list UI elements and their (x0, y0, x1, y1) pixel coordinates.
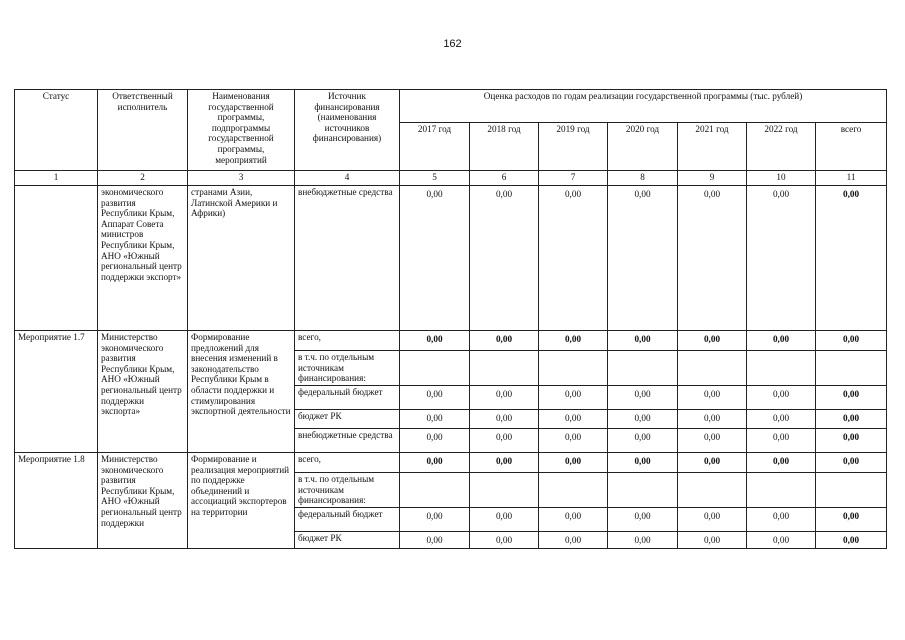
value-cell: 0,00 (400, 532, 470, 549)
col-number: 10 (747, 171, 816, 186)
source-cell: внебюджетные средства (295, 429, 400, 453)
value-cell: 0,00 (470, 453, 539, 473)
source-cell: бюджет РК (295, 410, 400, 429)
status-cell: Мероприятие 1.8 (15, 453, 98, 549)
header-source: Источник финансирования (наименования источников финансирования) (295, 90, 400, 171)
value-cell: 0,00 (608, 331, 678, 351)
column-number-row (15, 171, 887, 186)
value-cell: 0,00 (747, 410, 816, 429)
value-cell: 0,00 (678, 429, 747, 453)
value-cell: 0,00 (400, 186, 470, 331)
header-year: 2022 год (747, 123, 816, 171)
value-cell: 0,00 (747, 508, 816, 532)
value-cell: 0,00 (816, 331, 887, 351)
value-cell: 0,00 (747, 532, 816, 549)
page-number: 162 (443, 38, 462, 50)
value-cell: 0,00 (678, 532, 747, 549)
status-cell: Мероприятие 1.7 (15, 331, 98, 453)
header-year: 2021 год (678, 123, 747, 171)
value-cell: 0,00 (816, 429, 887, 453)
value-cell: 0,00 (400, 429, 470, 453)
value-cell: 0,00 (608, 186, 678, 331)
source-cell: в т.ч. по отдельным источникам финансирования: (295, 473, 400, 508)
table-row (15, 453, 887, 473)
value-cell: 0,00 (400, 331, 470, 351)
col-number: 9 (678, 171, 747, 186)
value-cell: 0,00 (816, 532, 887, 549)
value-cell: 0,00 (608, 453, 678, 473)
col-number: 4 (295, 171, 400, 186)
status-cell (15, 186, 98, 331)
col-number: 8 (608, 171, 678, 186)
value-cell: 0,00 (747, 186, 816, 331)
value-cell: 0,00 (816, 410, 887, 429)
source-cell: в т.ч. по отдельным источникам финансирования: (295, 351, 400, 386)
value-cell: 0,00 (678, 331, 747, 351)
value-cell: 0,00 (678, 508, 747, 532)
header-total: всего (816, 123, 887, 171)
value-cell: 0,00 (747, 331, 816, 351)
value-cell: 0,00 (470, 186, 539, 331)
value-cell: 0,00 (539, 410, 608, 429)
value-cell: 0,00 (816, 386, 887, 410)
value-cell: 0,00 (608, 386, 678, 410)
value-cell: 0,00 (400, 453, 470, 473)
header-year: 2018 год (470, 123, 539, 171)
value-cell: 0,00 (678, 186, 747, 331)
value-cell: 0,00 (747, 429, 816, 453)
table-row (15, 331, 887, 351)
source-cell: бюджет РК (295, 532, 400, 549)
value-cell: 0,00 (539, 532, 608, 549)
value-cell: 0,00 (539, 429, 608, 453)
value-cell: 0,00 (539, 508, 608, 532)
executor-cell: Министерство экономического развития Республики Крым, АНО «Южный региональный центр поддержки экспорта» (98, 331, 188, 453)
value-cell: 0,00 (608, 532, 678, 549)
value-cell: 0,00 (608, 429, 678, 453)
header-name: Наименования государственной программы, подпрограммы государственной программы, мероприятий (188, 90, 295, 171)
value-cell: 0,00 (816, 508, 887, 532)
header-year: 2019 год (539, 123, 608, 171)
value-cell: 0,00 (470, 410, 539, 429)
value-cell: 0,00 (400, 508, 470, 532)
source-cell: всего, (295, 331, 400, 351)
source-cell: всего, (295, 453, 400, 473)
col-number: 6 (470, 171, 539, 186)
value-cell: 0,00 (470, 429, 539, 453)
value-cell: 0,00 (747, 386, 816, 410)
col-number: 2 (98, 171, 188, 186)
name-cell: Формирование предложений для внесения изменений в законодательство Республики Крым в области поддержки и стимулирования экспортной деятельности (188, 331, 295, 453)
value-cell: 0,00 (539, 186, 608, 331)
name-cell: странами Азии, Латинской Америки и Африки) (188, 186, 295, 331)
value-cell: 0,00 (470, 331, 539, 351)
col-number: 7 (539, 171, 608, 186)
value-cell: 0,00 (539, 453, 608, 473)
header-year: 2020 год (608, 123, 678, 171)
value-cell: 0,00 (678, 453, 747, 473)
source-cell: федеральный бюджет (295, 508, 400, 532)
header-status: Статус (15, 90, 98, 171)
col-number: 3 (188, 171, 295, 186)
table-row (15, 186, 887, 331)
col-number: 1 (15, 171, 98, 186)
value-cell: 0,00 (816, 186, 887, 331)
value-cell: 0,00 (678, 410, 747, 429)
source-cell: внебюджетные средства (295, 186, 400, 331)
value-cell: 0,00 (400, 410, 470, 429)
value-cell: 0,00 (678, 386, 747, 410)
col-number: 11 (816, 171, 887, 186)
executor-cell: экономического развития Республики Крым, Аппарат Совета министров Республики Крым, АНО «Южный региональный центр поддержки экспорт» (98, 186, 188, 331)
value-cell: 0,00 (539, 331, 608, 351)
value-cell: 0,00 (816, 453, 887, 473)
header-row (15, 90, 887, 123)
executor-cell: Министерство экономического развития Республики Крым, АНО «Южный региональный центр поддержки (98, 453, 188, 549)
value-cell: 0,00 (400, 386, 470, 410)
value-cell: 0,00 (470, 532, 539, 549)
name-cell: Формирование и реализация мероприятий по поддержке объединений и ассоциаций экспортеров на территории (188, 453, 295, 549)
header-executor: Ответственный исполнитель (98, 90, 188, 171)
value-cell: 0,00 (470, 508, 539, 532)
source-cell: федеральный бюджет (295, 386, 400, 410)
value-cell: 0,00 (747, 453, 816, 473)
value-cell: 0,00 (608, 508, 678, 532)
header-estimate: Оценка расходов по годам реализации государственной программы (тыс. рублей) (400, 90, 887, 123)
header-year: 2017 год (400, 123, 470, 171)
value-cell: 0,00 (539, 386, 608, 410)
value-cell: 0,00 (608, 410, 678, 429)
expenditure-table (14, 89, 887, 549)
value-cell: 0,00 (470, 386, 539, 410)
col-number: 5 (400, 171, 470, 186)
